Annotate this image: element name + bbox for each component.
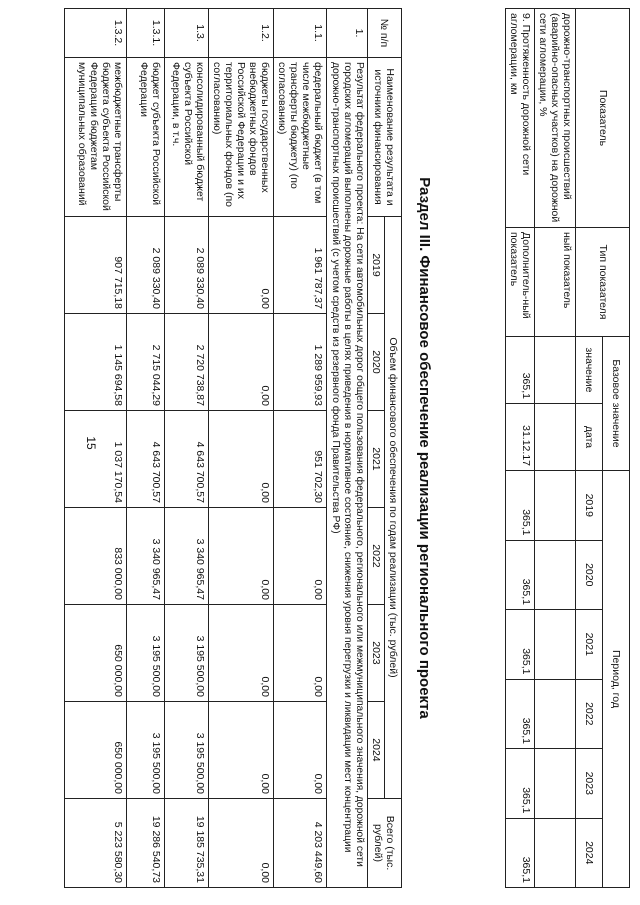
page-number: 15 [84,436,98,450]
year-header: 2019 [367,217,384,314]
year-header: 2022 [367,507,384,604]
year-amount: 4 643 700,57 [164,410,208,507]
result-description: Результат федерального проекта: На сети автомобильных дорог общего пользования федерального, регионального или межмуниципального значения, дорожной сети городских агломераций выполнены дорожные работы в целях приведения в нормативное состояние, снижения уровня перегрузки и ликвидации мест концентрации дорожно-транспортных происшествий (с учетом средств из резервного фонда Правительства РФ) [327,58,367,888]
year-value [534,540,575,610]
year-amount: 0,00 [208,313,273,410]
year-amount: 833 000,00 [64,507,126,604]
finance-table [64,8,402,888]
total-amount: 4 203 449,60 [274,799,327,888]
year-amount: 907 715,18 [64,217,126,314]
table-row [534,9,575,888]
row-number: 1.3.2. [64,9,126,58]
total-amount: 19 286 540,73 [126,799,164,888]
source-name: федеральный бюджет (в том числе межбюджетные трансферты бюджету) (по согласованию) [274,58,327,217]
year-value [534,818,575,888]
year-amount: 0,00 [208,604,273,701]
year-header: 2022 [576,679,603,749]
year-amount: 2 089 330,40 [126,217,164,314]
indicator-type: Дополнитель-ный показатель [505,228,534,337]
indicator-name: 9. Протяженность дорожной сети агломерации, км [505,9,534,228]
rotated-page-content [30,8,630,888]
year-amount: 650 000,00 [64,701,126,798]
year-amount: 2 715 044,29 [126,313,164,410]
year-header: 2020 [367,313,384,410]
year-value: 365,1 [505,679,534,749]
year-value: 365,1 [505,818,534,888]
year-amount: 1 961 787,37 [274,217,327,314]
year-value: 365,1 [505,749,534,819]
total-amount: 19 185 735,31 [164,799,208,888]
year-value: 365,1 [505,471,534,541]
total-header: Всего (тыс. рублей) [367,799,401,888]
source-name: консолидированный бюджет субъекта Российской Федерации, в т.ч. [164,58,208,217]
year-amount: 1 289 959,93 [274,313,327,410]
year-header: 2024 [367,701,384,798]
year-amount: 3 195 500,00 [164,701,208,798]
base-date [534,404,575,471]
year-amount: 3 195 500,00 [164,604,208,701]
type-header: Тип показателя [576,228,630,337]
period-header: Период, год [603,471,630,888]
indicator-header: Показатель [576,9,630,228]
year-header: 2019 [576,471,603,541]
table-row [164,9,208,888]
base-date-header: дата [576,404,603,471]
volume-header: Объем финансового обеспечения по годам реализации (тыс. рублей) [384,217,401,799]
name-header: Наименование результата и источники финансирования [367,58,401,217]
year-header: 2021 [576,610,603,680]
result-row [327,9,367,888]
table-row [274,9,327,888]
year-amount: 4 643 700,57 [126,410,164,507]
table-row [505,9,534,888]
year-header: 2021 [367,410,384,507]
year-amount: 2 720 738,87 [164,313,208,410]
year-amount: 650 000,00 [64,604,126,701]
row-number: 1.1. [274,9,327,58]
year-header: 2023 [576,749,603,819]
year-value [534,471,575,541]
source-name: бюджеты государственных внебюджетных фондов Российской Федерации и их территориальных фондов (по согласованию) [208,58,273,217]
num-header: № п/п [367,9,401,58]
table-row [208,9,273,888]
year-amount: 3 195 500,00 [126,604,164,701]
source-name: межбюджетные трансферты бюджета субъекта Российской Федерации бюджетам муниципальных образований [64,58,126,217]
year-amount: 3 340 965,47 [164,507,208,604]
year-header: 2020 [576,540,603,610]
year-amount: 0,00 [208,701,273,798]
year-amount: 951 702,30 [274,410,327,507]
year-value [534,749,575,819]
base-header: Базовое значение [603,337,630,471]
row-number: 1.2. [208,9,273,58]
year-value [534,610,575,680]
indicator-name: дорожно-транспортных происшествий (аварийно-опасных участков) на дорожной сети агломерации, % [534,9,575,228]
source-name: бюджет субъекта Российской Федерации [126,58,164,217]
year-amount: 3 340 965,47 [126,507,164,604]
year-amount: 1 037 170,54 [64,410,126,507]
row-number: 1. [327,9,367,58]
year-amount: 1 145 694,58 [64,313,126,410]
year-amount: 0,00 [208,410,273,507]
base-value-header: значение [576,337,603,404]
row-number: 1.3. [164,9,208,58]
year-amount: 0,00 [274,604,327,701]
base-value: 365,1 [505,337,534,404]
year-header: 2023 [367,604,384,701]
total-amount: 5 223 580,30 [64,799,126,888]
year-header: 2024 [576,818,603,888]
section-title: Раздел III. Финансовое обеспечение реализации регионального проекта [416,177,433,719]
base-value [534,337,575,404]
year-amount: 3 195 500,00 [126,701,164,798]
year-value: 365,1 [505,540,534,610]
table-row [64,9,126,888]
year-amount: 0,00 [208,507,273,604]
indicators-table [505,8,630,888]
year-amount: 0,00 [274,701,327,798]
year-amount: 0,00 [274,507,327,604]
total-amount: 0,00 [208,799,273,888]
year-value: 365,1 [505,610,534,680]
row-number: 1.3.1. [126,9,164,58]
table-row [126,9,164,888]
year-amount: 2 089 330,40 [164,217,208,314]
indicator-type: ный показатель [534,228,575,337]
base-date: 31.12.17 [505,404,534,471]
year-value [534,679,575,749]
year-amount: 0,00 [208,217,273,314]
